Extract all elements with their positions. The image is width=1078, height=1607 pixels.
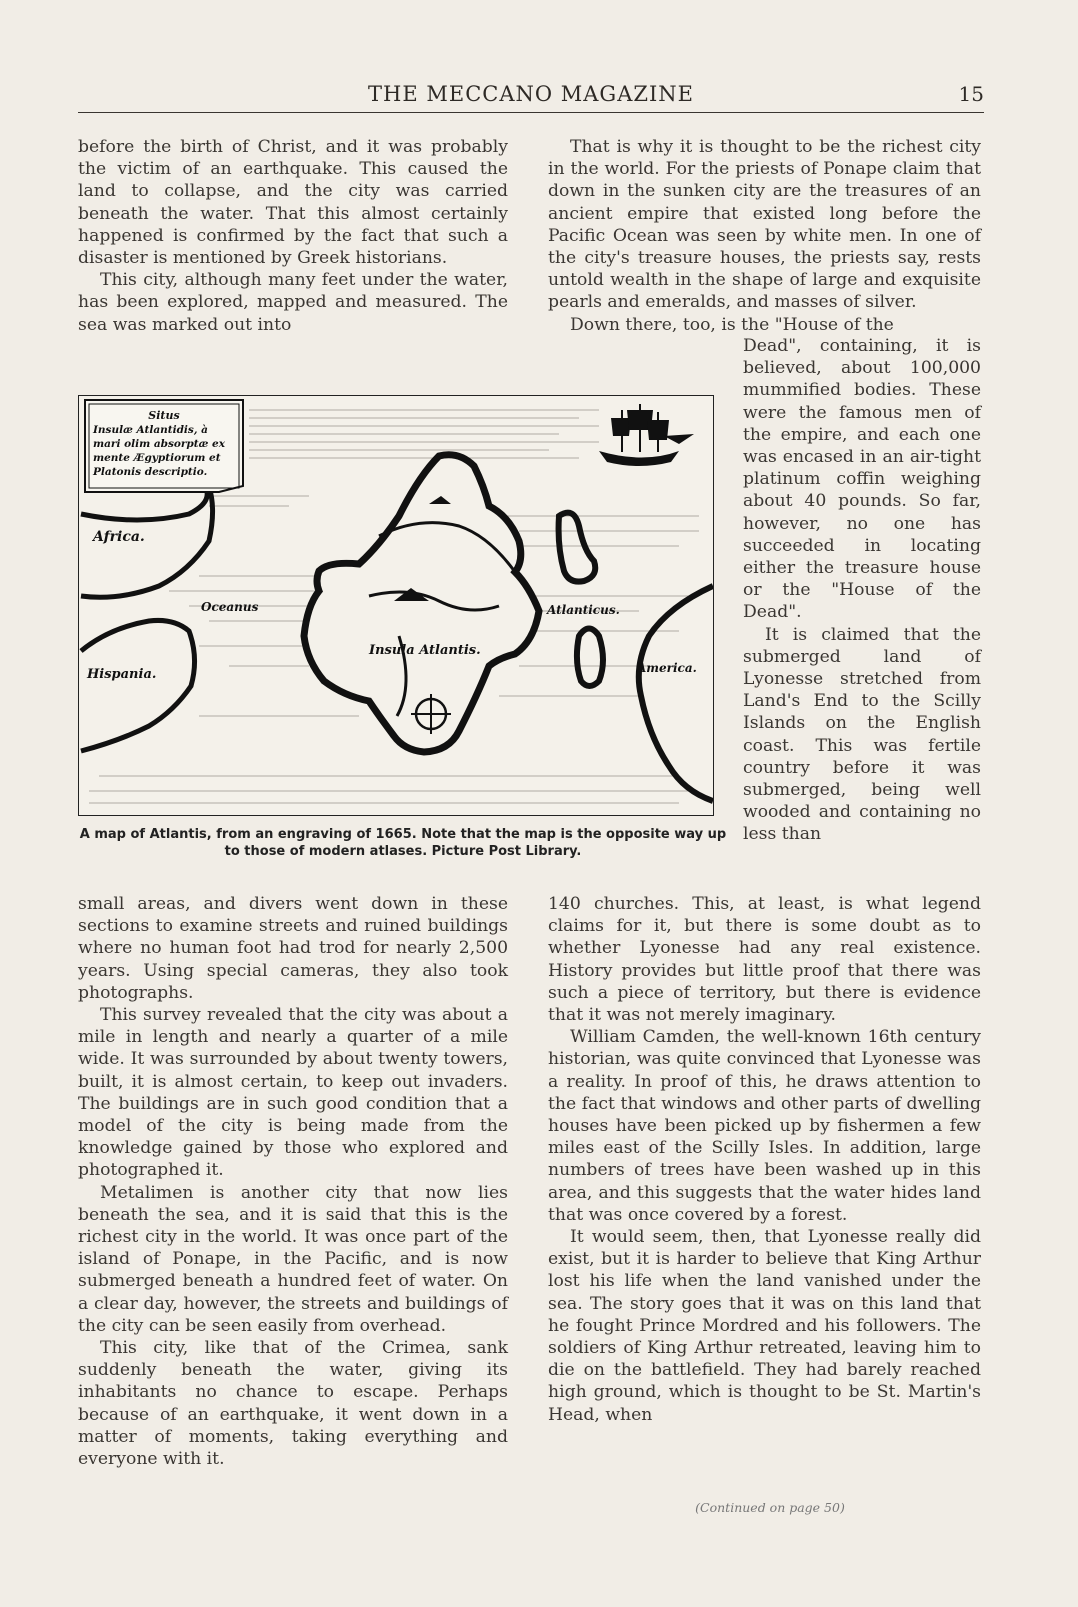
- map-label-hispania: Hispania.: [87, 667, 157, 682]
- right-column-bottom: [548, 893, 981, 1426]
- paragraph: small areas, and divers went down in these sections to examine streets and ruined buildings where no human foot had trod for nearly 2,500 years. Using special cameras, they also took photographs.: [78, 894, 508, 1003]
- map-label-america: America.: [637, 661, 697, 675]
- cartouche-line: mari olim absorptæ ex: [93, 438, 225, 450]
- paragraph: Dead", containing, it is believed, about 100,000 mummified bodies. These were the famous men of the empire, and each one was encased in an air-tight platinum coffin weighing about 40 pounds. So far, however, no one has succeeded in locating either the treasure house or the "House of the Dead".: [743, 336, 981, 623]
- right-column-top: [548, 136, 981, 336]
- paragraph: before the birth of Christ, and it was probably the victim of an earthquake. This caused the land to collapse, and the city was carried beneath the water. That this almost certainly happened is confirmed by the fact that such a disaster is mentioned by Greek historians.: [78, 137, 508, 269]
- paragraph: This city, although many feet under the water, has been explored, mapped and measured. The sea was marked out into: [78, 270, 508, 335]
- map-label-africa: Africa.: [93, 529, 145, 545]
- left-column-top: [78, 136, 508, 336]
- continued-note: (Continued on page 50): [695, 1500, 845, 1515]
- paragraph: This city, like that of the Crimea, sank suddenly beneath the water, giving its inhabitants no chance to escape. Perhaps because of an earthquake, it went down in a matter of moments, taking everything and everyone with it.: [78, 1338, 508, 1470]
- paragraph: This survey revealed that the city was about a mile in length and nearly a quarter of a mile wide. It was surrounded by about twenty towers, built, it is almost certain, to keep out invaders. The buildings are in such good condition that a model of the city is being made from the knowledge gained by those who explored and photographed it.: [78, 1005, 508, 1181]
- cartouche-line: Insulæ Atlantidis, à: [93, 424, 208, 436]
- paragraph: 140 churches. This, at least, is what legend claims for it, but there is some doubt as to whether Lyonesse had any real existence. History provides but little proof that there was such a piece of territory, but there is evidence that it was not merely imaginary.: [548, 894, 981, 1026]
- map-caption: A map of Atlantis, from an engraving of 1665. Note that the map is the opposite way up to those of modern atlases. Picture Post Library.: [79, 827, 727, 859]
- paragraph: Metalimen is another city that now lies beneath the sea, and it is said that this is the richest city in the world. It was once part of the island of Ponape, in the Pacific, and is now submerged beneath a hundred feet of water. On a clear day, however, the streets and buildings of the city can be seen easily from overhead.: [78, 1182, 508, 1336]
- right-column-side: [743, 335, 981, 846]
- paragraph: It would seem, then, that Lyonesse really did exist, but it is harder to believe that King Arthur lost his life when the land vanished under the sea. The story goes that it was on this land that he fought Prince Mordred and his followers. The soldiers of King Arthur retreated, leaving him to die on the battlefield. They had barely reached high ground, which is thought to be St. Martin's Head, when: [548, 1227, 981, 1425]
- map-label-oceanus: Oceanus: [201, 600, 259, 614]
- map-label-atlanticus: Atlanticus.: [547, 603, 620, 617]
- cartouche-line: mente Ægyptiorum et: [93, 452, 221, 464]
- page-header: [78, 80, 984, 113]
- atlantis-map-illustration: [78, 395, 714, 816]
- paragraph: William Camden, the well-known 16th century historian, was quite convinced that Lyonesse was a reality. In proof of this, he draws attention to the fact that windows and other parts of dwelling houses have been picked up by fishermen a few miles east of the Scilly Isles. In addition, large numbers of trees have been washed up in this area, and this suggests that the water hides land that was once covered by a forest.: [548, 1027, 981, 1225]
- page-number: 15: [958, 82, 984, 106]
- cartouche-line: Platonis descriptio.: [93, 466, 208, 478]
- left-column-bottom: [78, 893, 508, 1470]
- magazine-title: THE MECCANO MAGAZINE: [368, 82, 694, 106]
- paragraph: It is claimed that the submerged land of Lyonesse stretched from Land's End to the Scilly Islands on the English coast. This was fertile country before it was submerged, being well wooded and containing no less than: [743, 624, 981, 845]
- paragraph: That is why it is thought to be the richest city in the world. For the priests of Ponape claim that down in the sunken city are the treasures of an ancient empire that existed long before the Pacific Ocean was seen by white men. In one of the city's treasure houses, the priests say, rests untold wealth in the shape of large and exquisite pearls and emeralds, and masses of silver.: [548, 137, 981, 313]
- map-label-insula-atlantis: Insula Atlantis.: [369, 643, 481, 658]
- paragraph: Down there, too, is the "House of the: [570, 314, 894, 335]
- cartouche-line: Situs: [148, 409, 180, 422]
